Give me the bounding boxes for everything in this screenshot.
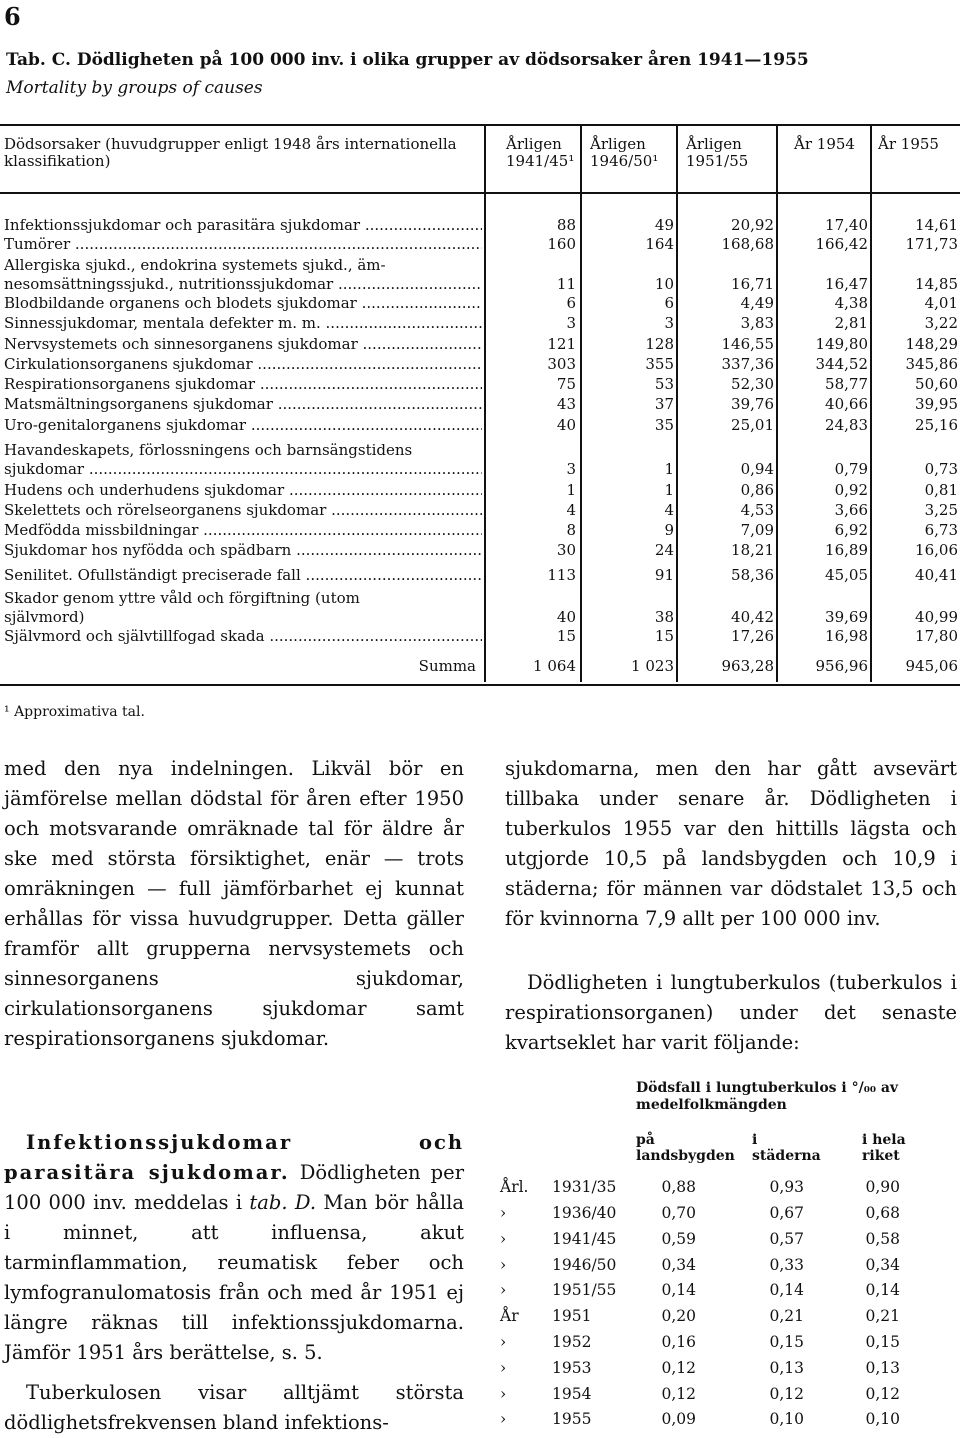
row-value: 11 xyxy=(556,275,576,293)
tb-value: 0,13 xyxy=(865,1359,900,1377)
tb-row-prefix: › xyxy=(500,1204,507,1222)
tb-row xyxy=(0,1174,960,1200)
row-label: Havandeskapets, förlossningens och barnsängstidens xyxy=(4,441,413,459)
tb-column-header: i städerna xyxy=(752,1132,821,1164)
row-value: 149,80 xyxy=(815,335,868,353)
row-value: 1 xyxy=(566,481,576,499)
row-label: Blodbildande organens och blodets sjukdomar ..... xyxy=(4,294,482,313)
footnote: ¹ Approximativa tal. xyxy=(4,704,145,720)
row-value: 40 xyxy=(556,416,576,434)
summa-value: 1 023 xyxy=(631,657,674,675)
row-value: 58,77 xyxy=(825,375,868,393)
row-value: 160 xyxy=(547,235,576,253)
row-value: 0,73 xyxy=(924,460,958,478)
row-value: 4,53 xyxy=(740,501,774,519)
row-value: 45,05 xyxy=(825,566,868,584)
row-value: 17,26 xyxy=(731,627,774,645)
tb-row-prefix: › xyxy=(500,1385,507,1403)
row-value: 24,83 xyxy=(825,416,868,434)
row-value: 50,60 xyxy=(915,375,958,393)
tb-row xyxy=(0,1303,960,1329)
tb-row-prefix: › xyxy=(500,1359,507,1377)
row-value: 40,41 xyxy=(915,566,958,584)
table-row xyxy=(0,335,960,354)
table-row xyxy=(0,256,960,275)
row-label: Hudens och underhudens sjukdomar ..... xyxy=(4,481,482,500)
row-value: 40,66 xyxy=(825,395,868,413)
row-value: 35 xyxy=(654,416,674,434)
tb-value: 0,34 xyxy=(661,1256,696,1274)
table-row xyxy=(0,294,960,313)
row-value: 3,83 xyxy=(740,314,774,332)
row-value: 39,95 xyxy=(915,395,958,413)
section-heading: Infektionssjukdomar och parasitära sjukdomar. xyxy=(4,1131,464,1184)
table-row xyxy=(0,235,960,254)
row-label: Sinnessjukdomar, mentala defekter m. m. ..... xyxy=(4,314,482,333)
row-value: 3,25 xyxy=(924,501,958,519)
row-value: 9 xyxy=(664,521,674,539)
table-top-rule xyxy=(0,124,960,126)
row-value: 148,29 xyxy=(905,335,958,353)
tb-row-prefix: › xyxy=(500,1281,507,1299)
tb-row-year: 1954 xyxy=(552,1385,592,1403)
summa-value: 963,28 xyxy=(721,657,774,675)
row-value: 8 xyxy=(566,521,576,539)
table-subtitle: Mortality by groups of causes xyxy=(6,78,263,98)
row-value: 1 xyxy=(664,460,674,478)
table-row xyxy=(0,521,960,540)
tb-value: 0,88 xyxy=(661,1178,696,1196)
table-summary-row xyxy=(0,657,960,676)
tb-value: 0,57 xyxy=(769,1230,804,1248)
tb-value: 0,16 xyxy=(661,1333,696,1351)
row-value: 4 xyxy=(566,501,576,519)
row-value: 30 xyxy=(556,541,576,559)
row-value: 39,69 xyxy=(825,608,868,626)
tb-value: 0,21 xyxy=(865,1307,900,1325)
column-header: Årligen 1941/45¹ xyxy=(506,135,575,170)
row-value: 7,09 xyxy=(740,521,774,539)
table-row xyxy=(0,441,960,460)
tb-value: 0,14 xyxy=(865,1281,900,1299)
tb-row xyxy=(0,1406,960,1432)
row-value: 146,55 xyxy=(721,335,774,353)
tb-table-title: Dödsfall i lungtuberkulos i °/₀₀ av medelfolkmängden xyxy=(636,1080,899,1113)
paragraph: sjukdomarna, men den har gått avsevärt tillbaka under senare år. Dödligheten i tuberkulos 1955 var den hittills lägsta och utgjorde 10,5 på landsbygden och 10,9 i städerna; för männen var dödstalet 13,5 och för kvinnorna 7,9 allt per 100 000 inv. xyxy=(505,757,957,930)
row-label: Cirkulationsorganens sjukdomar ..... xyxy=(4,355,482,374)
tb-row xyxy=(0,1329,960,1355)
row-value: 91 xyxy=(654,566,674,584)
summa-value: 1 064 xyxy=(533,657,576,675)
row-value: 0,94 xyxy=(740,460,774,478)
row-value: 1 xyxy=(664,481,674,499)
row-value: 40 xyxy=(556,608,576,626)
table-bottom-rule xyxy=(0,684,960,686)
row-value: 17,40 xyxy=(825,216,868,234)
row-value: 16,06 xyxy=(915,541,958,559)
summa-value: 956,96 xyxy=(815,657,868,675)
row-value: 25,01 xyxy=(731,416,774,434)
column-header: År 1954 xyxy=(794,135,855,153)
row-value: 3,22 xyxy=(924,314,958,332)
row-label: Nervsystemets och sinnesorganens sjukdomar ..... xyxy=(4,335,482,354)
row-value: 344,52 xyxy=(815,355,868,373)
tb-row-prefix: › xyxy=(500,1333,507,1351)
row-label: Skador genom yttre våld och förgiftning (utom xyxy=(4,589,360,607)
table-row xyxy=(0,314,960,333)
table-title: Tab. C. Dödligheten på 100 000 inv. i olika grupper av dödsorsaker åren 1941—1955 xyxy=(6,50,809,70)
tb-value: 0,14 xyxy=(661,1281,696,1299)
tb-value: 0,93 xyxy=(769,1178,804,1196)
row-value: 4,49 xyxy=(740,294,774,312)
row-value: 37 xyxy=(654,395,674,413)
paragraph: Dödligheten i lungtuberkulos (tuberkulos i respirationsorganen) under det senaste kvartseklet har varit följande: xyxy=(505,971,957,1054)
row-value: 337,36 xyxy=(721,355,774,373)
tb-row-year: 1951 xyxy=(552,1307,592,1325)
row-label: Respirationsorganens sjukdomar ..... xyxy=(4,375,482,394)
tb-column-header: i hela riket xyxy=(862,1132,906,1164)
row-value: 49 xyxy=(654,216,674,234)
row-value: 0,81 xyxy=(924,481,958,499)
tb-row-prefix: › xyxy=(500,1230,507,1248)
tb-value: 0,68 xyxy=(865,1204,900,1222)
row-label: självmord) xyxy=(4,608,85,626)
row-value: 58,36 xyxy=(731,566,774,584)
paragraph: med den nya indelningen. Likväl bör en jämförelse mellan dödstal för åren efter 1950 och motsvarande omräknade tal för äldre år ske med största försiktighet, enär — trots omräkningen — full jämförbarhet ej kunnat erhållas för vissa huvudgrupper. Detta gäller framför allt grupperna nervsystemets och sinnesorganens sjukdomar, cirkulationsorganens sjukdomar samt respirationsorganens sjukdomar. xyxy=(4,757,464,1050)
tb-row-year: 1951/55 xyxy=(552,1281,617,1299)
row-value: 121 xyxy=(547,335,576,353)
paragraph: Tuberkulosen visar alltjämt största dödlighetsfrekvensen bland infektions- xyxy=(4,1381,464,1434)
tb-row-year: 1955 xyxy=(552,1410,592,1428)
summa-value: 945,06 xyxy=(905,657,958,675)
table-row xyxy=(0,566,960,585)
tb-row-year: 1941/45 xyxy=(552,1230,617,1248)
row-value: 3,66 xyxy=(834,501,868,519)
row-value: 3 xyxy=(566,314,576,332)
table-row xyxy=(0,627,960,646)
row-value: 14,85 xyxy=(915,275,958,293)
row-value: 10 xyxy=(654,275,674,293)
row-value: 17,80 xyxy=(915,627,958,645)
tb-value: 0,13 xyxy=(769,1359,804,1377)
tb-row xyxy=(0,1252,960,1278)
tb-value: 0,70 xyxy=(661,1204,696,1222)
tb-value: 0,15 xyxy=(769,1333,804,1351)
row-label: Skelettets och rörelseorganens sjukdomar ..... xyxy=(4,501,482,520)
tb-row-year: 1953 xyxy=(552,1359,592,1377)
row-value: 166,42 xyxy=(815,235,868,253)
row-label: Självmord och självtillfogad skada ..... xyxy=(4,627,482,646)
tb-column-header: på landsbygden xyxy=(636,1132,735,1164)
row-value: 40,42 xyxy=(731,608,774,626)
row-value: 303 xyxy=(547,355,576,373)
row-value: 16,71 xyxy=(731,275,774,293)
tb-value: 0,12 xyxy=(769,1385,804,1403)
tb-row-year: 1952 xyxy=(552,1333,592,1351)
row-value: 4,38 xyxy=(834,294,868,312)
row-value: 15 xyxy=(556,627,576,645)
row-value: 3 xyxy=(566,460,576,478)
row-value: 355 xyxy=(645,355,674,373)
table-row xyxy=(0,395,960,414)
table-row xyxy=(0,501,960,520)
tb-value: 0,20 xyxy=(661,1307,696,1325)
tb-row-year: 1931/35 xyxy=(552,1178,617,1196)
row-value: 20,92 xyxy=(731,216,774,234)
row-label: Sjukdomar hos nyfödda och spädbarn ..... xyxy=(4,541,482,560)
row-value: 16,89 xyxy=(825,541,868,559)
tb-value: 0,58 xyxy=(865,1230,900,1248)
tb-value: 0,12 xyxy=(661,1359,696,1377)
row-value: 2,81 xyxy=(834,314,868,332)
column-header: Årligen 1946/50¹ xyxy=(590,135,659,170)
tb-row-prefix: Årl. xyxy=(500,1178,529,1196)
row-value: 75 xyxy=(556,375,576,393)
tb-value: 0,14 xyxy=(769,1281,804,1299)
row-value: 43 xyxy=(556,395,576,413)
row-value: 345,86 xyxy=(905,355,958,373)
column-header: Årligen 1951/55 xyxy=(686,135,749,170)
tb-value: 0,33 xyxy=(769,1256,804,1274)
tb-value: 0,21 xyxy=(769,1307,804,1325)
row-value: 0,92 xyxy=(834,481,868,499)
tb-value: 0,12 xyxy=(661,1385,696,1403)
table-reference: tab. D. xyxy=(249,1191,317,1214)
tb-value: 0,67 xyxy=(769,1204,804,1222)
row-value: 18,21 xyxy=(731,541,774,559)
tb-value: 0,34 xyxy=(865,1256,900,1274)
table-row xyxy=(0,608,960,627)
row-label: Allergiska sjukd., endokrina systemets sjukd., äm- xyxy=(4,256,386,274)
row-value: 0,79 xyxy=(834,460,868,478)
row-value: 168,68 xyxy=(721,235,774,253)
row-value: 40,99 xyxy=(915,608,958,626)
row-value: 14,61 xyxy=(915,216,958,234)
row-value: 24 xyxy=(654,541,674,559)
table-row xyxy=(0,275,960,294)
table-row xyxy=(0,375,960,394)
row-value: 4 xyxy=(664,501,674,519)
row-value: 16,47 xyxy=(825,275,868,293)
tb-row xyxy=(0,1200,960,1226)
tb-value: 0,10 xyxy=(865,1410,900,1428)
table-row xyxy=(0,416,960,435)
table-row xyxy=(0,481,960,500)
row-value: 88 xyxy=(556,216,576,234)
row-label: Tumörer ..... xyxy=(4,235,482,254)
tb-row xyxy=(0,1355,960,1381)
tb-row-prefix: › xyxy=(500,1256,507,1274)
table-row xyxy=(0,541,960,560)
tb-value: 0,12 xyxy=(865,1385,900,1403)
row-value: 6 xyxy=(664,294,674,312)
column-header: År 1955 xyxy=(878,135,939,153)
row-value: 16,98 xyxy=(825,627,868,645)
row-label: Infektionssjukdomar och parasitära sjukdomar ..... xyxy=(4,216,482,235)
row-value: 39,76 xyxy=(731,395,774,413)
row-value: 6,92 xyxy=(834,521,868,539)
row-value: 171,73 xyxy=(905,235,958,253)
row-value: 164 xyxy=(645,235,674,253)
table-header-rule xyxy=(0,192,960,194)
tb-row xyxy=(0,1277,960,1303)
paragraph-text: Man bör hålla i minnet, att influensa, akut tarminflammation, reumatisk feber och lymfogranulomatosis från och med år 1951 ej längre räknas till infektionssjukdomarna. Jämför 1951 års berättelse, s. 5. xyxy=(4,1191,464,1364)
table-row xyxy=(0,355,960,374)
row-value: 15 xyxy=(654,627,674,645)
row-label: sjukdomar ..... xyxy=(4,460,482,479)
row-value: 6,73 xyxy=(924,521,958,539)
row-value: 53 xyxy=(654,375,674,393)
header-cause-groups: Dödsorsaker (huvudgrupper enligt 1948 års internationella klassifikation) xyxy=(4,135,457,170)
row-label: Medfödda missbildningar ..... xyxy=(4,521,482,540)
row-value: 4,01 xyxy=(924,294,958,312)
row-value: 0,86 xyxy=(740,481,774,499)
row-label: Uro-genitalorganens sjukdomar ..... xyxy=(4,416,482,435)
table-row xyxy=(0,589,960,608)
summa-label: Summa xyxy=(418,657,476,675)
row-value: 128 xyxy=(645,335,674,353)
table-row xyxy=(0,216,960,235)
tb-row-prefix: År xyxy=(500,1307,519,1325)
page-number: 6 xyxy=(4,2,21,31)
table-row xyxy=(0,460,960,479)
row-value: 52,30 xyxy=(731,375,774,393)
tb-row xyxy=(0,1381,960,1407)
row-label: Matsmältningsorganens sjukdomar ..... xyxy=(4,395,482,414)
tb-value: 0,09 xyxy=(661,1410,696,1428)
row-value: 6 xyxy=(566,294,576,312)
tb-value: 0,15 xyxy=(865,1333,900,1351)
row-value: 38 xyxy=(654,608,674,626)
tb-value: 0,59 xyxy=(661,1230,696,1248)
tb-row xyxy=(0,1226,960,1252)
tb-value: 0,10 xyxy=(769,1410,804,1428)
tb-row-prefix: › xyxy=(500,1410,507,1428)
tb-value: 0,90 xyxy=(865,1178,900,1196)
tb-row-year: 1936/40 xyxy=(552,1204,617,1222)
tb-row-year: 1946/50 xyxy=(552,1256,617,1274)
row-value: 3 xyxy=(664,314,674,332)
row-label: nesomsättningssjukd., nutritionssjukdomar ..... xyxy=(4,275,482,294)
paragraph-text: Dödligheten per 100 000 inv. meddelas i xyxy=(4,1161,465,1214)
row-value: 25,16 xyxy=(915,416,958,434)
row-label: Senilitet. Ofullständigt preciserade fall ..... xyxy=(4,566,482,585)
row-value: 113 xyxy=(547,566,576,584)
